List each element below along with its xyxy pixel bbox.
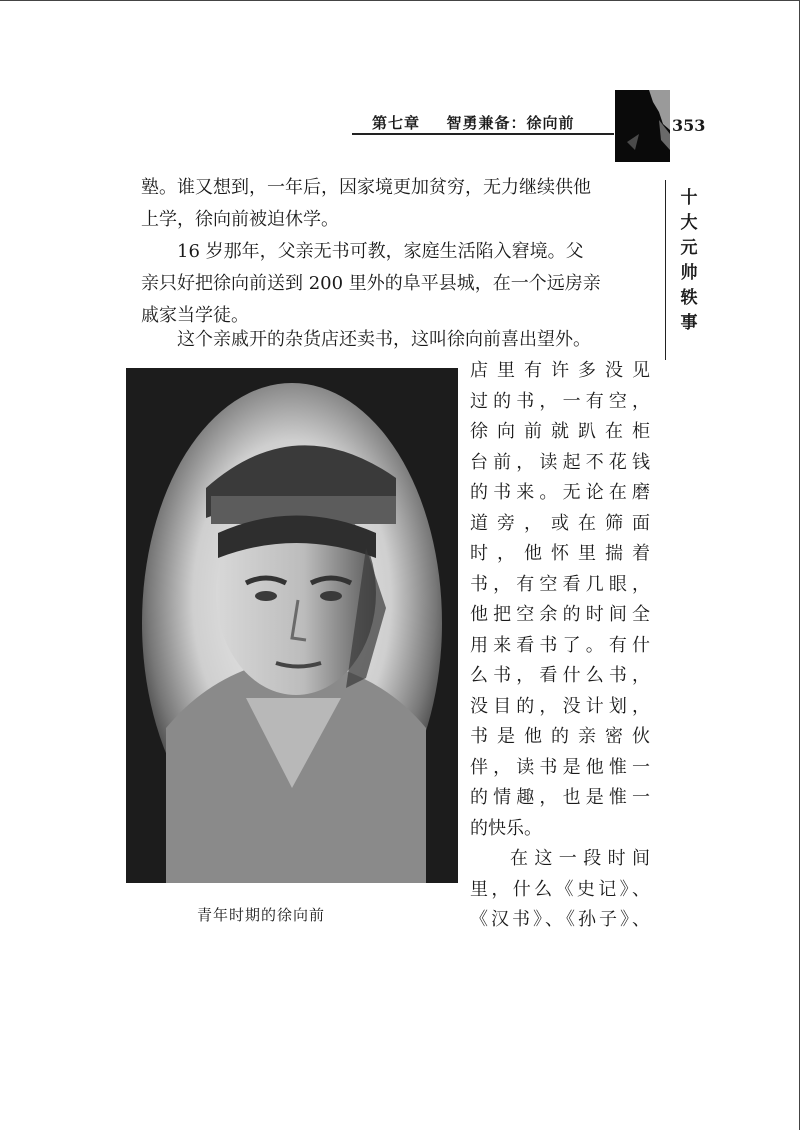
text-line: 里，什么《史记》、	[470, 878, 650, 900]
text-line: 么书，看什么书，	[470, 665, 650, 686]
header-rule	[352, 133, 614, 135]
text-line: 这个亲戚开的杂货店还卖书，这叫徐向前喜出望外。	[177, 329, 591, 350]
side-char: 轶	[680, 288, 698, 308]
text-line: 书，有空看几眼，	[470, 573, 650, 595]
text-line: 台前，读起不花钱	[470, 451, 650, 473]
text-line: 时，他怀里揣着	[470, 543, 650, 564]
text-line: 的快乐。	[470, 817, 542, 839]
text-line: 在这一段时间	[510, 848, 650, 869]
text-column	[470, 356, 650, 936]
text-line: 16 岁那年，父亲无书可教，家庭生活陷入窘境。父	[177, 241, 584, 262]
text-line: 上学，徐向前被迫休学。	[141, 209, 339, 230]
paragraph-1	[141, 172, 591, 236]
chapter-label: 第七章	[372, 114, 421, 132]
text-line: 没目的，没计划，	[470, 695, 650, 717]
text-line: 亲只好把徐向前送到 200 里外的阜平县城，在一个远房亲	[141, 273, 601, 294]
photo-caption: 青年时期的徐向前	[196, 906, 325, 924]
text-line: 用来看书了。有什	[470, 634, 650, 656]
text-line: 他把空余的时间全	[470, 604, 650, 625]
text-line: 塾。谁又想到，一年后，因家境更加贫穷，无力继续供他	[141, 177, 591, 198]
side-char: 事	[680, 313, 698, 333]
text-line: 徐向前就趴在柜	[470, 421, 650, 442]
text-line: 书是他的亲密伙	[470, 726, 650, 747]
text-line: 的情趣，也是惟一	[470, 787, 650, 808]
side-char: 帅	[680, 263, 698, 283]
running-header	[372, 112, 575, 133]
chapter-title: 智勇兼备：徐向前	[446, 114, 575, 132]
side-char: 元	[680, 238, 698, 258]
page-number: 353	[672, 116, 706, 135]
text-line: 伴，读书是他惟一	[470, 756, 650, 778]
side-book-title	[676, 186, 702, 336]
side-char: 十	[680, 188, 698, 208]
paragraph-3	[141, 324, 591, 356]
text-line: 道旁，或在筛面	[470, 512, 650, 534]
header-decorative-block	[615, 90, 670, 162]
text-line: 过的书，一有空，	[470, 390, 650, 412]
text-line: 戚家当学徒。	[141, 305, 249, 326]
portrait-photo	[126, 368, 458, 883]
side-rule	[665, 180, 666, 360]
text-line: 的书来。无论在磨	[470, 482, 650, 503]
page-border-top	[0, 0, 800, 1]
text-line: 店里有许多没见	[470, 360, 650, 381]
paragraph-2	[141, 236, 601, 332]
side-char: 大	[680, 213, 698, 233]
text-line: 《汉书》、《孙子》、	[470, 909, 650, 930]
